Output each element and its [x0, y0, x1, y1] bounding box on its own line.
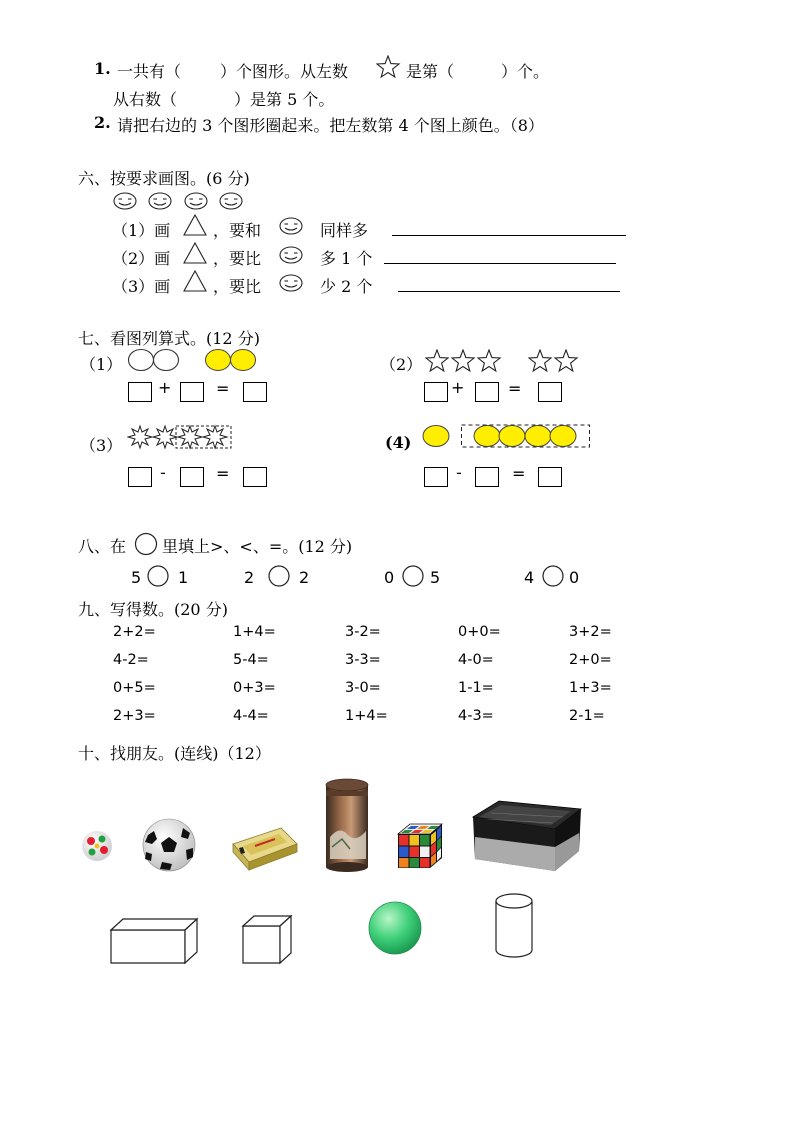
- section-title: 六、按要求画图。(6 分): [78, 169, 250, 188]
- triangle-icon: [183, 242, 207, 265]
- calc-item: 4-4=: [233, 708, 269, 724]
- smiley-icon: [219, 192, 243, 210]
- draw-item-label: （3）画: [112, 277, 171, 296]
- circle-icon: [133, 532, 159, 556]
- section-title: 七、看图列算式。(12 分): [78, 329, 260, 348]
- calc-item: 5-4=: [233, 652, 269, 668]
- star-icon: [554, 349, 580, 373]
- yellow-circles-group: [460, 422, 592, 450]
- box-image[interactable]: [471, 799, 583, 873]
- draw-item-text: ，要比: [213, 277, 262, 296]
- compare-left: 5: [131, 568, 142, 587]
- smiley-icon: [279, 246, 303, 264]
- smiley-icon: [279, 217, 303, 235]
- calc-item: 2-1=: [569, 708, 605, 724]
- answer-box[interactable]: [243, 467, 267, 487]
- equals-sign: =: [216, 379, 230, 398]
- question-number: 1.: [94, 59, 111, 78]
- calc-item: 0+0=: [458, 624, 501, 640]
- soccer-ball-image[interactable]: [140, 817, 198, 873]
- section-title: 九、写得数。(20 分): [78, 600, 228, 619]
- answer-line[interactable]: [392, 235, 626, 236]
- question-number: 2.: [94, 113, 111, 132]
- section-title: 八、在: [78, 537, 127, 556]
- question-text: ）个。: [501, 62, 550, 81]
- calc-item: 2+2=: [113, 624, 156, 640]
- calc-item: 3-3=: [345, 652, 381, 668]
- compare-circle[interactable]: [401, 564, 425, 588]
- question-text: ）是第 5 个。: [234, 90, 335, 109]
- sphere-shape[interactable]: [366, 899, 424, 957]
- answer-box[interactable]: [475, 382, 499, 402]
- answer-line[interactable]: [398, 291, 620, 292]
- matchbox-image[interactable]: [229, 826, 301, 872]
- small-ball-image[interactable]: [80, 829, 114, 863]
- calc-item: 4-2=: [113, 652, 149, 668]
- draw-item-text: 同样多: [320, 221, 369, 240]
- draw-item-text: ，要比: [213, 249, 262, 268]
- smiley-icon: [113, 192, 137, 210]
- question-text: 请把右边的 3 个图形圈起来。把左数第 4 个图上颜色。（8）: [117, 116, 544, 135]
- compare-right: 0: [569, 568, 580, 587]
- equals-sign: =: [216, 464, 230, 483]
- smiley-icon: [279, 274, 303, 292]
- compare-circle[interactable]: [146, 564, 170, 588]
- cuboid-shape[interactable]: [109, 916, 199, 966]
- yellow-circle: [421, 424, 451, 448]
- section-title: 里填上>、<、=。(12 分): [162, 537, 353, 556]
- compare-circle[interactable]: [541, 564, 565, 588]
- smiley-icon: [148, 192, 172, 210]
- star-icon: [425, 349, 451, 373]
- compare-right: 1: [178, 568, 189, 587]
- answer-box[interactable]: [538, 467, 562, 487]
- minus-sign: -: [160, 463, 166, 482]
- question-text: ）个图形。从左数: [220, 62, 349, 81]
- equals-sign: =: [508, 379, 522, 398]
- compare-circle[interactable]: [267, 564, 291, 588]
- sun-shapes-group: [127, 424, 237, 450]
- calc-item: 0+5=: [113, 680, 156, 696]
- calc-item: 3-0=: [345, 680, 381, 696]
- draw-item-label: （1）画: [112, 221, 171, 240]
- rubik-cube-image[interactable]: [396, 822, 448, 870]
- question-text: 是第（: [406, 62, 455, 81]
- answer-box[interactable]: [243, 382, 267, 402]
- answer-box[interactable]: [538, 382, 562, 402]
- compare-left: 2: [244, 568, 255, 587]
- problem-label: （1）: [80, 355, 123, 374]
- compare-right: 5: [430, 568, 441, 587]
- answer-box[interactable]: [424, 467, 448, 487]
- hollow-circles-group: [127, 348, 183, 372]
- calc-item: 1+4=: [345, 708, 388, 724]
- question-text: 一共有（: [117, 62, 182, 81]
- triangle-icon: [183, 270, 207, 293]
- plus-sign: +: [451, 378, 465, 397]
- compare-left: 4: [524, 568, 535, 587]
- draw-item-text: 少 2 个: [320, 277, 373, 296]
- section-title: 十、找朋友。(连线)（12）: [78, 744, 271, 763]
- calc-item: 1-1=: [458, 680, 494, 696]
- star-icon: [451, 349, 477, 373]
- answer-line[interactable]: [384, 263, 616, 264]
- draw-item-text: ，要和: [213, 221, 262, 240]
- answer-box[interactable]: [180, 467, 204, 487]
- calc-item: 0+3=: [233, 680, 276, 696]
- problem-label: （2）: [380, 355, 423, 374]
- cube-shape[interactable]: [241, 914, 295, 966]
- compare-right: 2: [299, 568, 310, 587]
- star-icon: [376, 55, 402, 79]
- answer-box[interactable]: [128, 382, 152, 402]
- draw-item-label: （2）画: [112, 249, 171, 268]
- minus-sign: -: [456, 463, 462, 482]
- yellow-circles-group: [204, 348, 260, 372]
- plus-sign: +: [158, 378, 172, 397]
- question-text: 从右数（: [113, 90, 178, 109]
- star-icon: [477, 349, 503, 373]
- answer-box[interactable]: [475, 467, 499, 487]
- equals-sign: =: [512, 464, 526, 483]
- calc-item: 1+4=: [233, 624, 276, 640]
- answer-box[interactable]: [424, 382, 448, 402]
- calc-item: 4-3=: [458, 708, 494, 724]
- answer-box[interactable]: [180, 382, 204, 402]
- calc-item: 3-2=: [345, 624, 381, 640]
- calc-item: 4-0=: [458, 652, 494, 668]
- calc-item: 3+2=: [569, 624, 612, 640]
- calc-item: 1+3=: [569, 680, 612, 696]
- answer-box[interactable]: [128, 467, 152, 487]
- smiley-icon: [184, 192, 208, 210]
- problem-label: (4): [385, 433, 412, 452]
- triangle-icon: [183, 214, 207, 237]
- star-icon: [528, 349, 554, 373]
- draw-item-text: 多 1 个: [320, 249, 373, 268]
- canister-image[interactable]: [322, 777, 372, 873]
- cylinder-shape[interactable]: [493, 892, 535, 960]
- calc-item: 2+3=: [113, 708, 156, 724]
- calc-item: 2+0=: [569, 652, 612, 668]
- compare-left: 0: [384, 568, 395, 587]
- problem-label: （3）: [80, 436, 123, 455]
